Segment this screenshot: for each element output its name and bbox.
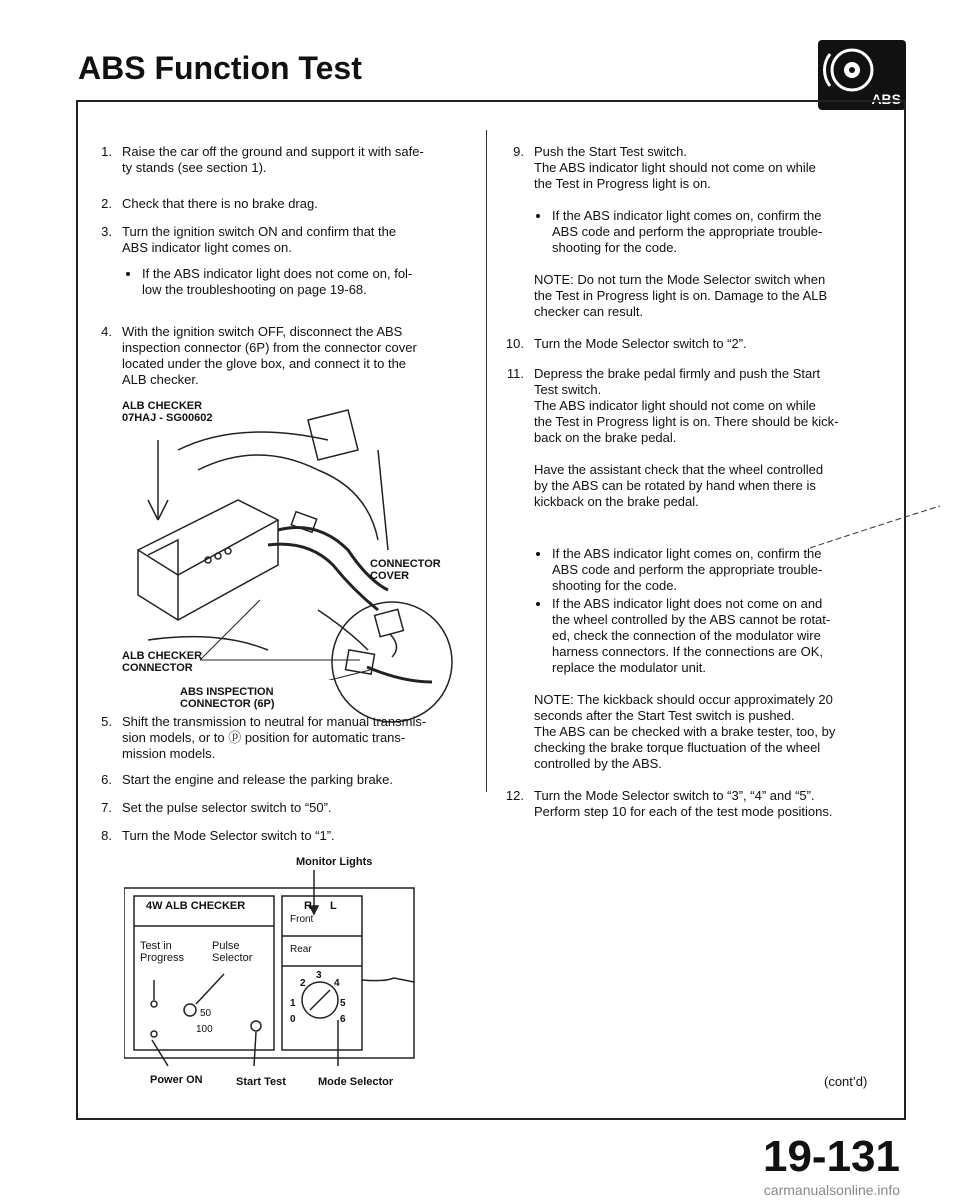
note-text: the Test in Progress light is on. Damage to the ALB: [534, 288, 828, 303]
bullet-text: ABS code and perform the appropriate trouble-: [552, 562, 823, 577]
bullet-text: shooting for the code.: [552, 578, 678, 593]
bullet-text: If the ABS indicator light does not come on and: [552, 596, 823, 611]
dial-4: 4: [334, 978, 340, 989]
step-text: the Test in Progress light is on.: [534, 176, 711, 191]
step-text: located under the glove box, and connect it to the: [122, 356, 407, 371]
para-text: Have the assistant check that the wheel controlled: [534, 462, 824, 477]
step-number: 6.: [101, 772, 112, 787]
step-text: ALB checker.: [122, 372, 199, 387]
step-text: Turn the Mode Selector switch to “2”.: [534, 336, 747, 351]
note-11: [534, 692, 884, 772]
note-text: NOTE: Do not turn the Mode Selector switch when: [534, 272, 826, 287]
step-text: Set the pulse selector switch to “50”.: [122, 800, 332, 815]
bullet-dot: [536, 214, 540, 218]
abs-inspection-connector-label: ABS INSPECTION CONNECTOR (6P): [180, 686, 275, 710]
bullet-text: ed, check the connection of the modulator wire: [552, 628, 821, 643]
column-divider: [486, 130, 487, 792]
step-text: Turn the Mode Selector switch to “1”.: [122, 828, 335, 843]
step-text: Start the engine and release the parking brake.: [122, 772, 394, 787]
continued-label: (cont’d): [824, 1074, 868, 1089]
bullet-dot: [126, 272, 130, 276]
step-text: The ABS indicator light should not come on while: [534, 398, 816, 413]
para-text: kickback on the brake pedal.: [534, 494, 699, 509]
note-text: seconds after the Start Test switch is pushed.: [534, 708, 795, 723]
margin-pen-stroke: [810, 498, 950, 558]
step-text: Depress the brake pedal firmly and push the Start: [534, 366, 821, 381]
monitor-lights-label: Monitor Lights: [296, 856, 373, 868]
step-number: 8.: [101, 828, 112, 843]
para-text: by the ABS can be rotated by hand when there is: [534, 478, 816, 493]
step-number: 1.: [101, 144, 112, 159]
start-test-label: Start Test: [236, 1076, 286, 1088]
dial-3: 3: [316, 970, 322, 981]
fig1-alb-checker-label: ALB CHECKER 07HAJ - SG00602: [122, 400, 213, 424]
watermark: carmanualsonline.info: [763, 1182, 900, 1198]
note-text: checker can result.: [534, 304, 644, 319]
step-text: the Test in Progress light is on. There should be kick-: [534, 414, 839, 429]
test-in-progress-label: Test in Progress: [140, 940, 185, 964]
step-text: Turn the ignition switch ON and confirm that the: [122, 224, 397, 239]
bullet-text: ABS code and perform the appropriate trouble-: [552, 224, 823, 239]
step-text: With the ignition switch OFF, disconnect the ABS: [122, 324, 403, 339]
step-text: Perform step 10 for each of the test mode positions.: [534, 804, 833, 819]
rear-label: Rear: [290, 944, 312, 955]
step-text: back on the brake pedal.: [534, 430, 677, 445]
step-number: 9.: [513, 144, 524, 159]
step-number: 2.: [101, 196, 112, 211]
panel-title: 4W ALB CHECKER: [146, 900, 246, 912]
front-label: Front: [290, 914, 314, 925]
bullet-text: If the ABS indicator light comes on, confirm the: [552, 546, 822, 561]
note-text: checking the brake torque fluctuation of the wheel: [534, 740, 821, 755]
step-number: 3.: [101, 224, 112, 239]
bullet-text: If the ABS indicator light comes on, confirm the: [552, 208, 822, 223]
step-number: 7.: [101, 800, 112, 815]
dial-2: 2: [300, 978, 306, 989]
bullet-text: low the troubleshooting on page 19-68.: [142, 282, 367, 297]
page-number: 19-131: [762, 1132, 900, 1181]
pulse-50: 50: [200, 1008, 212, 1019]
mode-selector-label: Mode Selector: [318, 1076, 394, 1088]
step-text: sion models, or to ⓟ position for automatic trans-: [122, 730, 406, 745]
page-title: ABS Function Test: [78, 50, 362, 86]
note-text: controlled by the ABS.: [534, 756, 662, 771]
note-text: NOTE: The kickback should occur approximately 20: [534, 692, 833, 707]
dial-1: 1: [290, 998, 296, 1009]
bullet-text: shooting for the code.: [552, 240, 678, 255]
bullet-text: If the ABS indicator light does not come on, fol-: [142, 266, 413, 281]
step-text: mission models.: [122, 746, 216, 761]
pulse-selector-label: Pulse Selector: [212, 940, 253, 964]
fig1-leader-lines: [200, 560, 420, 680]
step-text: Test switch.: [534, 382, 602, 397]
step-number: 5.: [101, 714, 112, 729]
power-on-label: Power ON: [150, 1074, 203, 1086]
dial-5: 5: [340, 998, 346, 1009]
step-text: Turn the Mode Selector switch to “3”, “4” and “5”.: [534, 788, 815, 803]
step-text: The ABS indicator light should not come on while: [534, 160, 816, 175]
dial-0: 0: [290, 1014, 296, 1025]
light-r: R: [304, 900, 312, 912]
step-text: ty stands (see section 1).: [122, 160, 267, 175]
step-text: inspection connector (6P) from the connector cover: [122, 340, 417, 355]
step-number: 11.: [506, 366, 524, 381]
note-text: The ABS can be checked with a brake tester, too, by: [534, 724, 836, 739]
dial-6: 6: [340, 1014, 346, 1025]
bullet-text: the wheel controlled by the ABS cannot be rotat-: [552, 612, 831, 627]
bullet-text: harness connectors. If the connections are OK,: [552, 644, 823, 659]
step-text: Check that there is no brake drag.: [122, 196, 318, 211]
alb-connector-label: ALB CHECKER CONNECTOR: [122, 650, 203, 674]
step-number: 10.: [505, 336, 524, 351]
step-text: Push the Start Test switch.: [534, 144, 687, 159]
connector-cover-label: CONNECTOR COVER: [370, 558, 441, 582]
step-text: ABS indicator light comes on.: [122, 240, 292, 255]
light-l: L: [330, 900, 337, 912]
step-number: 4.: [101, 324, 112, 339]
bullet-dot: [536, 602, 540, 606]
bullet-text: replace the modulator unit.: [552, 660, 706, 675]
step-text: Raise the car off the ground and support it with safe-: [122, 144, 424, 159]
bullet-dot: [536, 552, 540, 556]
pulse-100: 100: [196, 1024, 213, 1035]
step-text: Shift the transmission to neutral for manual transmis-: [122, 714, 427, 729]
abs-logo-text: ABS: [871, 91, 901, 107]
note-9: [534, 272, 884, 320]
step-number: 12.: [505, 788, 524, 803]
